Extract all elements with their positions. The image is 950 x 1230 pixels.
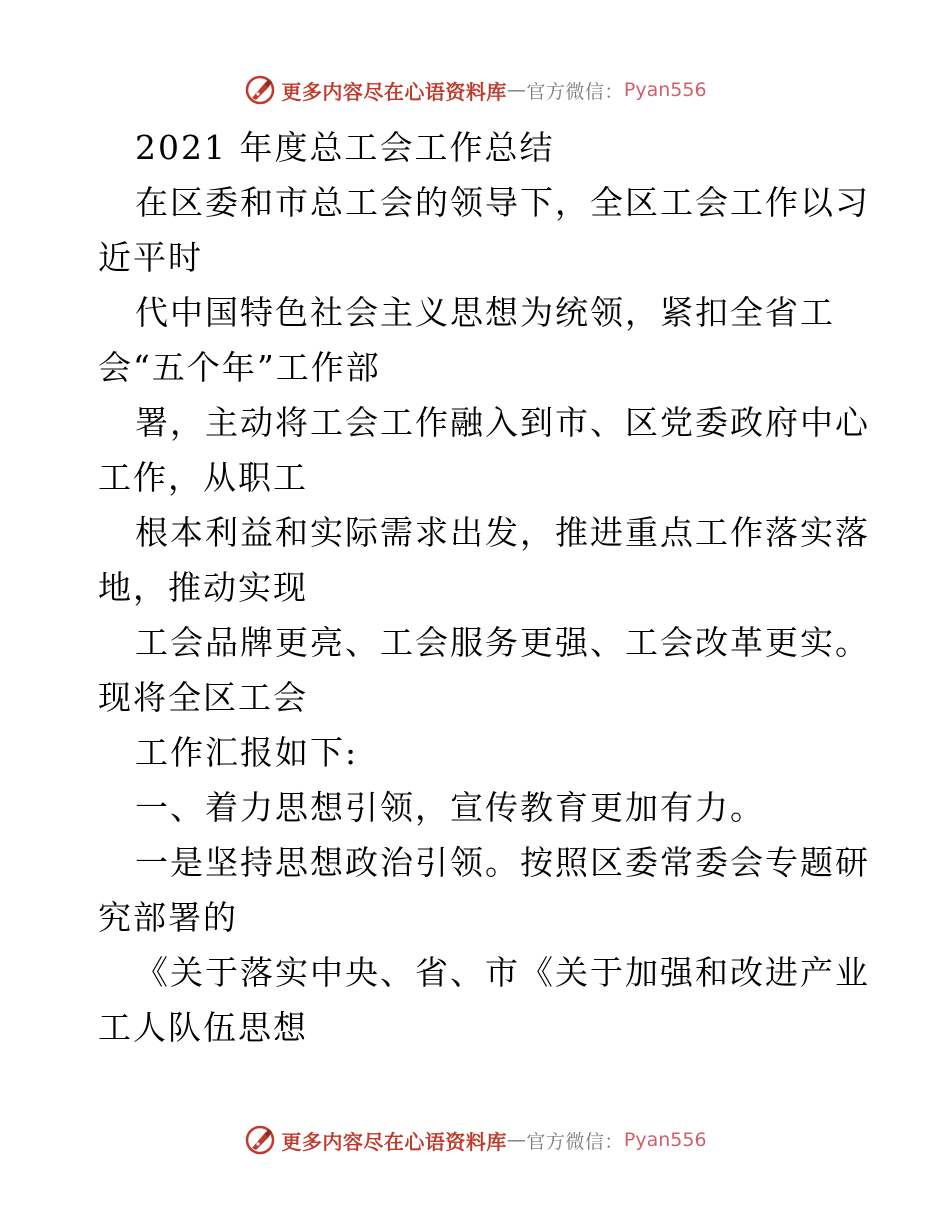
text-line: 工作汇报如下: <box>135 733 359 772</box>
text-line: 工会品牌更亮、工会服务更强、工会改革更实。 <box>135 623 870 662</box>
text-line: 一是坚持思想政治引领。按照区委常委会专题研 <box>135 843 870 882</box>
text-line: 代中国特色社会主义思想为统领，紧扣全省工 <box>135 293 835 332</box>
wechat-label: 官方微信： <box>526 1130 624 1153</box>
pen-nib-logo-icon <box>243 73 277 107</box>
header-watermark-banner <box>0 70 950 110</box>
text-line: 工作，从职工 <box>98 458 308 497</box>
pen-nib-logo-icon <box>243 1123 277 1157</box>
section-heading: 一、着力思想引领，宣传教育更加有力。 <box>135 788 765 827</box>
footer-watermark-banner <box>0 1120 950 1160</box>
text-line: 署，主动将工会工作融入到市、区党委政府中心 <box>135 403 870 442</box>
text-line: 现将全区工会 <box>98 678 308 717</box>
text-line: 近平时 <box>98 238 203 277</box>
promo-text: 更多内容尽在心语资料库 <box>281 1129 507 1154</box>
separator-dash: — <box>506 79 527 101</box>
wechat-id: Pyan556 <box>623 79 707 101</box>
text-line: 工人队伍思想 <box>98 1008 308 1047</box>
text-line: 在区委和市总工会的领导下，全区工会工作以习 <box>135 183 870 222</box>
text-line: 根本利益和实际需求出发，推进重点工作落实落 <box>135 513 870 552</box>
text-line: 《关于落实中央、省、市《关于加强和改进产业 <box>135 953 870 992</box>
separator-dash: — <box>506 1129 527 1151</box>
text-line: 究部署的 <box>98 898 238 937</box>
wechat-label: 官方微信： <box>526 80 624 103</box>
promo-text: 更多内容尽在心语资料库 <box>281 79 507 104</box>
document-body <box>98 120 870 1055</box>
text-line: 会“五个年”工作部 <box>98 348 381 387</box>
wechat-id: Pyan556 <box>623 1129 707 1151</box>
text-line: 地，推动实现 <box>98 568 308 607</box>
document-title: 2021 年度总工会工作总结 <box>135 128 555 167</box>
